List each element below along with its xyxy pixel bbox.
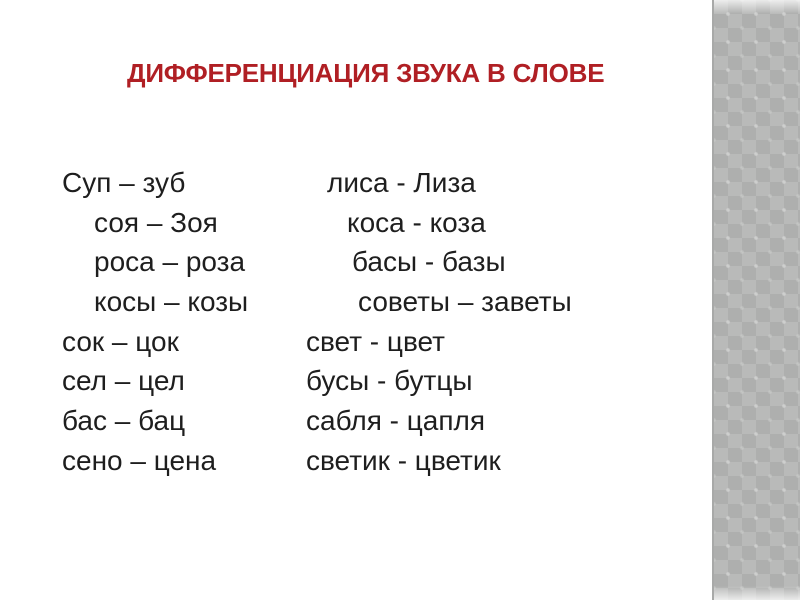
word-pair-row xyxy=(0,361,714,401)
word-pair-right: басы - базы xyxy=(352,246,506,278)
word-pair-row xyxy=(0,322,714,362)
diamond-pattern-border xyxy=(712,0,800,600)
word-pair-left: сел – цел xyxy=(62,365,185,397)
word-pair-left: сок – цок xyxy=(62,325,179,357)
word-pair-row xyxy=(0,282,714,322)
word-pair-right: бусы - бутцы xyxy=(306,365,473,397)
word-pair-row xyxy=(0,401,714,441)
word-pair-right: коса - коза xyxy=(347,206,486,238)
word-pair-right: свет - цвет xyxy=(306,325,445,357)
word-pair-row xyxy=(0,203,714,243)
word-pair-right: советы – заветы xyxy=(358,286,572,318)
slide-title: ДИФФЕРЕНЦИАЦИЯ ЗВУКА В СЛОВЕ xyxy=(127,58,605,88)
word-pair-row xyxy=(0,163,714,203)
word-pair-left: роса – роза xyxy=(94,246,246,278)
word-pair-right: сабля - цапля xyxy=(306,405,486,437)
word-pair-right: лиса - Лиза xyxy=(327,167,476,198)
word-pair-left: косы – козы xyxy=(94,286,249,318)
word-pair-left: сено – цена xyxy=(62,444,217,476)
word-pair-row xyxy=(0,242,714,282)
word-pairs-list xyxy=(0,163,714,481)
word-pair-right: светик - цветик xyxy=(306,444,501,476)
word-pair-row xyxy=(0,441,714,481)
word-pair-left: Суп – зуб xyxy=(62,167,186,198)
word-pair-left: соя – Зоя xyxy=(94,206,218,238)
word-pair-left: бас – бац xyxy=(62,405,186,437)
